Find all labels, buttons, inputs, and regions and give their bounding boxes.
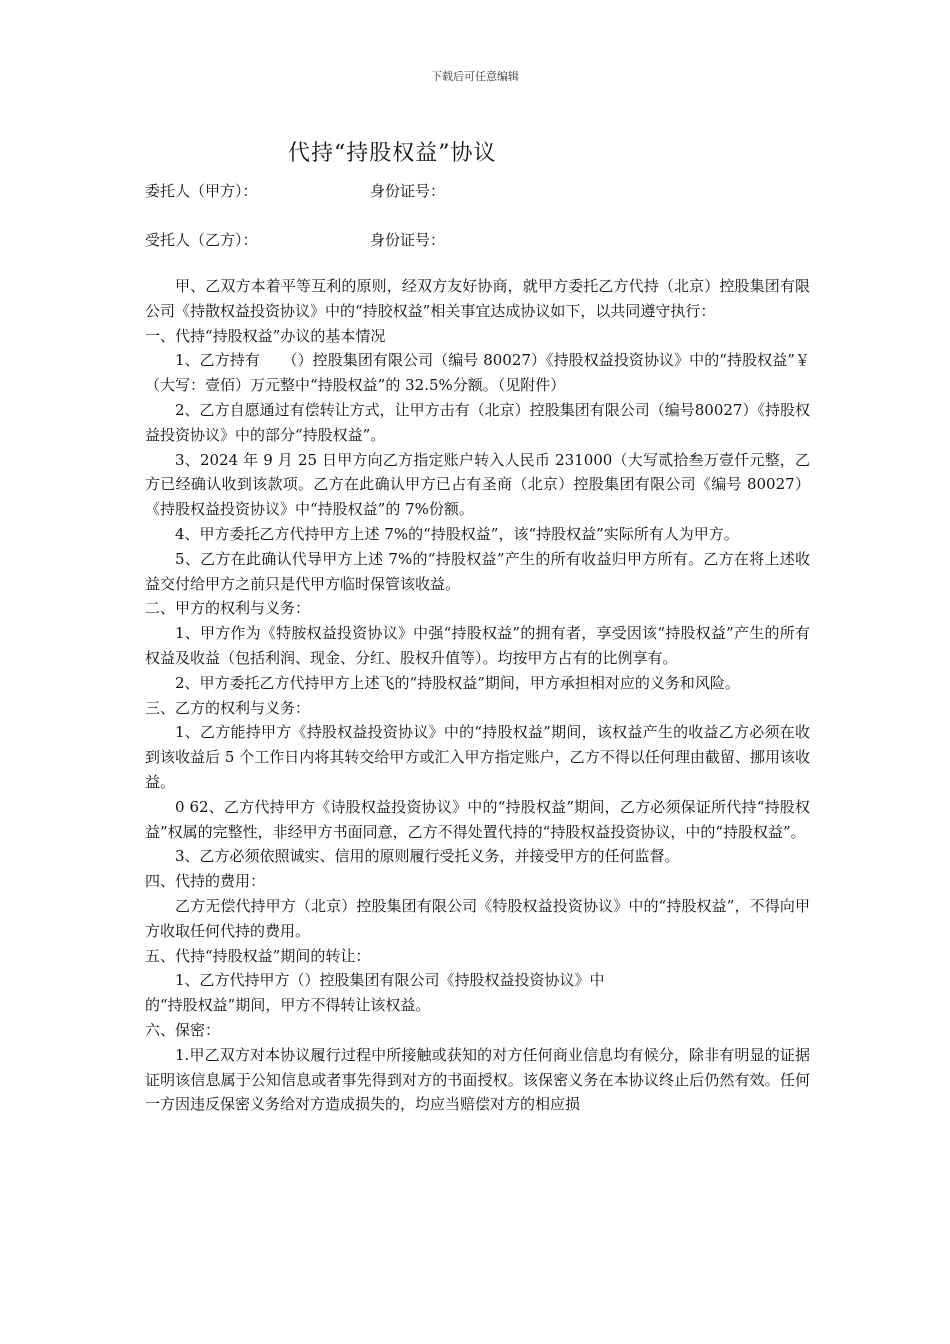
clause-1-1: 1、乙方持有 （）控股集团有限公司（编号 80027）《持股权益投资协议》中的“持股权益”￥（大写：壹佰）万元整中“持股权益”的 32.5%分额。（见附件）	[145, 351, 810, 395]
clause-3-1: 1、乙方能持甲方《持股权益投资协议》中的“持股权益”期间，该权益产生的收益乙方必须在收到该收益后 5 个工作日内将其转交给甲方或汇入甲方指定账户，乙方不得以任何理由截留、挪用该收益。	[145, 723, 810, 791]
clause-1-5: 5、乙方在此确认代导甲方上述 7%的“持股权益”产生的所有收益归甲方所有。乙方在将上述收益交付给甲方之前只是代甲方临时保管该收益。	[145, 549, 810, 593]
clause-1-4: 4、甲方委托乙方代持甲方上述 7%的“持股权益”，该“持股权益”实际所有人为甲方。	[175, 524, 739, 543]
clause-1-3: 3、2024 年 9 月 25 日甲方向乙方指定账户转入人民币 231000（大写贰拾叁万壹仟元整，乙方已经确认收到该款项。乙方在此确认甲方已占有圣商（北京）控股集团有限公司《编号 80027）《持股权益投资协议》中“持股权益”的 7%份额。	[145, 450, 810, 519]
principal-id-label: 身份证号：	[370, 182, 446, 200]
clause-4-1: 乙方无偿代持甲方（北京）控股集团有限公司《特股权益投资协议》中的“持股权益”，不得向甲方收取任何代持的费用。	[145, 896, 810, 940]
section-heading-3: 三、乙方的权利与义务：	[145, 698, 311, 717]
clause-2-2: 2、甲方委托乙方代持甲方上述飞的“持股权益”期间，甲方承担相对应的义务和风险。	[175, 673, 740, 692]
clause-1-2: 2、乙方自愿通过有偿转让方式，让甲方击有（北京）控股集团有限公司（编号80027）《持股权益投资协议》中的部分“持股权益”。	[145, 400, 810, 444]
clause-6-1: 1.甲乙双方对本协议履行过程中所接触或获知的对方任何商业信息均有候分，除非有明显的证据证明该信息属于公知信息或者事先得到对方的书面授权。该保密义务在本协议终止后仍然有效。任何一方因违反保密义务给对方造成损失的，均应当赔偿对方的相应损	[145, 1045, 810, 1114]
trustee-id-label: 身份证号：	[370, 231, 446, 249]
document-title: 代持“持股权益”协议	[288, 141, 497, 166]
section-heading-2: 二、甲方的权利与义务：	[145, 599, 311, 618]
party-principal	[145, 180, 446, 201]
clause-5-1: 1、乙方代持甲方（）控股集团有限公司《持股权益投资协议》中	[175, 971, 605, 990]
section-heading-4: 四、代持的费用：	[145, 872, 266, 891]
section-heading-5: 五、代持“持股权益”期间的转让：	[145, 946, 371, 965]
agreement-body	[145, 274, 810, 1117]
party-trustee	[145, 229, 446, 250]
principal-role-label: 委托人（甲方）：	[145, 182, 258, 200]
clause-3-3: 3、乙方必须依照诚实、信用的原则履行受托义务，并接受甲方的任何监督。	[175, 847, 680, 866]
section-heading-6: 六、保密：	[145, 1020, 221, 1039]
clause-2-1: 1、甲方作为《特胺权益投资协议》中强“持股权益”的拥有者，享受因该“持股权益”产生的所有权益及收益（包括利润、现金、分红、股权升值等）。均按甲方占有的比例享有。	[145, 624, 810, 667]
header-note: 下载后可任意编辑	[431, 70, 519, 83]
intro-paragraph: 甲、乙双方本着平等互利的原则，经双方友好协商，就甲方委托乙方代持（北京）控股集团有限公司《持散权益投资协议》中的“持胶权益”相关事宜达成协议如下，以共同遵守执行：	[145, 277, 810, 320]
trustee-role-label: 受托人（乙方）：	[145, 231, 258, 249]
clause-5-1-continued: 的“持股权益”期间，甲方不得转让该权益。	[145, 996, 431, 1015]
section-heading-1: 一、代持“持股权益”办议的基本情况	[145, 326, 386, 345]
clause-3-2: 0 62、乙方代持甲方《诗股权益投资协议》中的“持股权益”期间，乙方必须保证所代持“持股权益”权属的完整性，非经甲方书面同意，乙方不得处置代持的“持股权益投资协议，中的“持股权益”。	[145, 797, 810, 841]
